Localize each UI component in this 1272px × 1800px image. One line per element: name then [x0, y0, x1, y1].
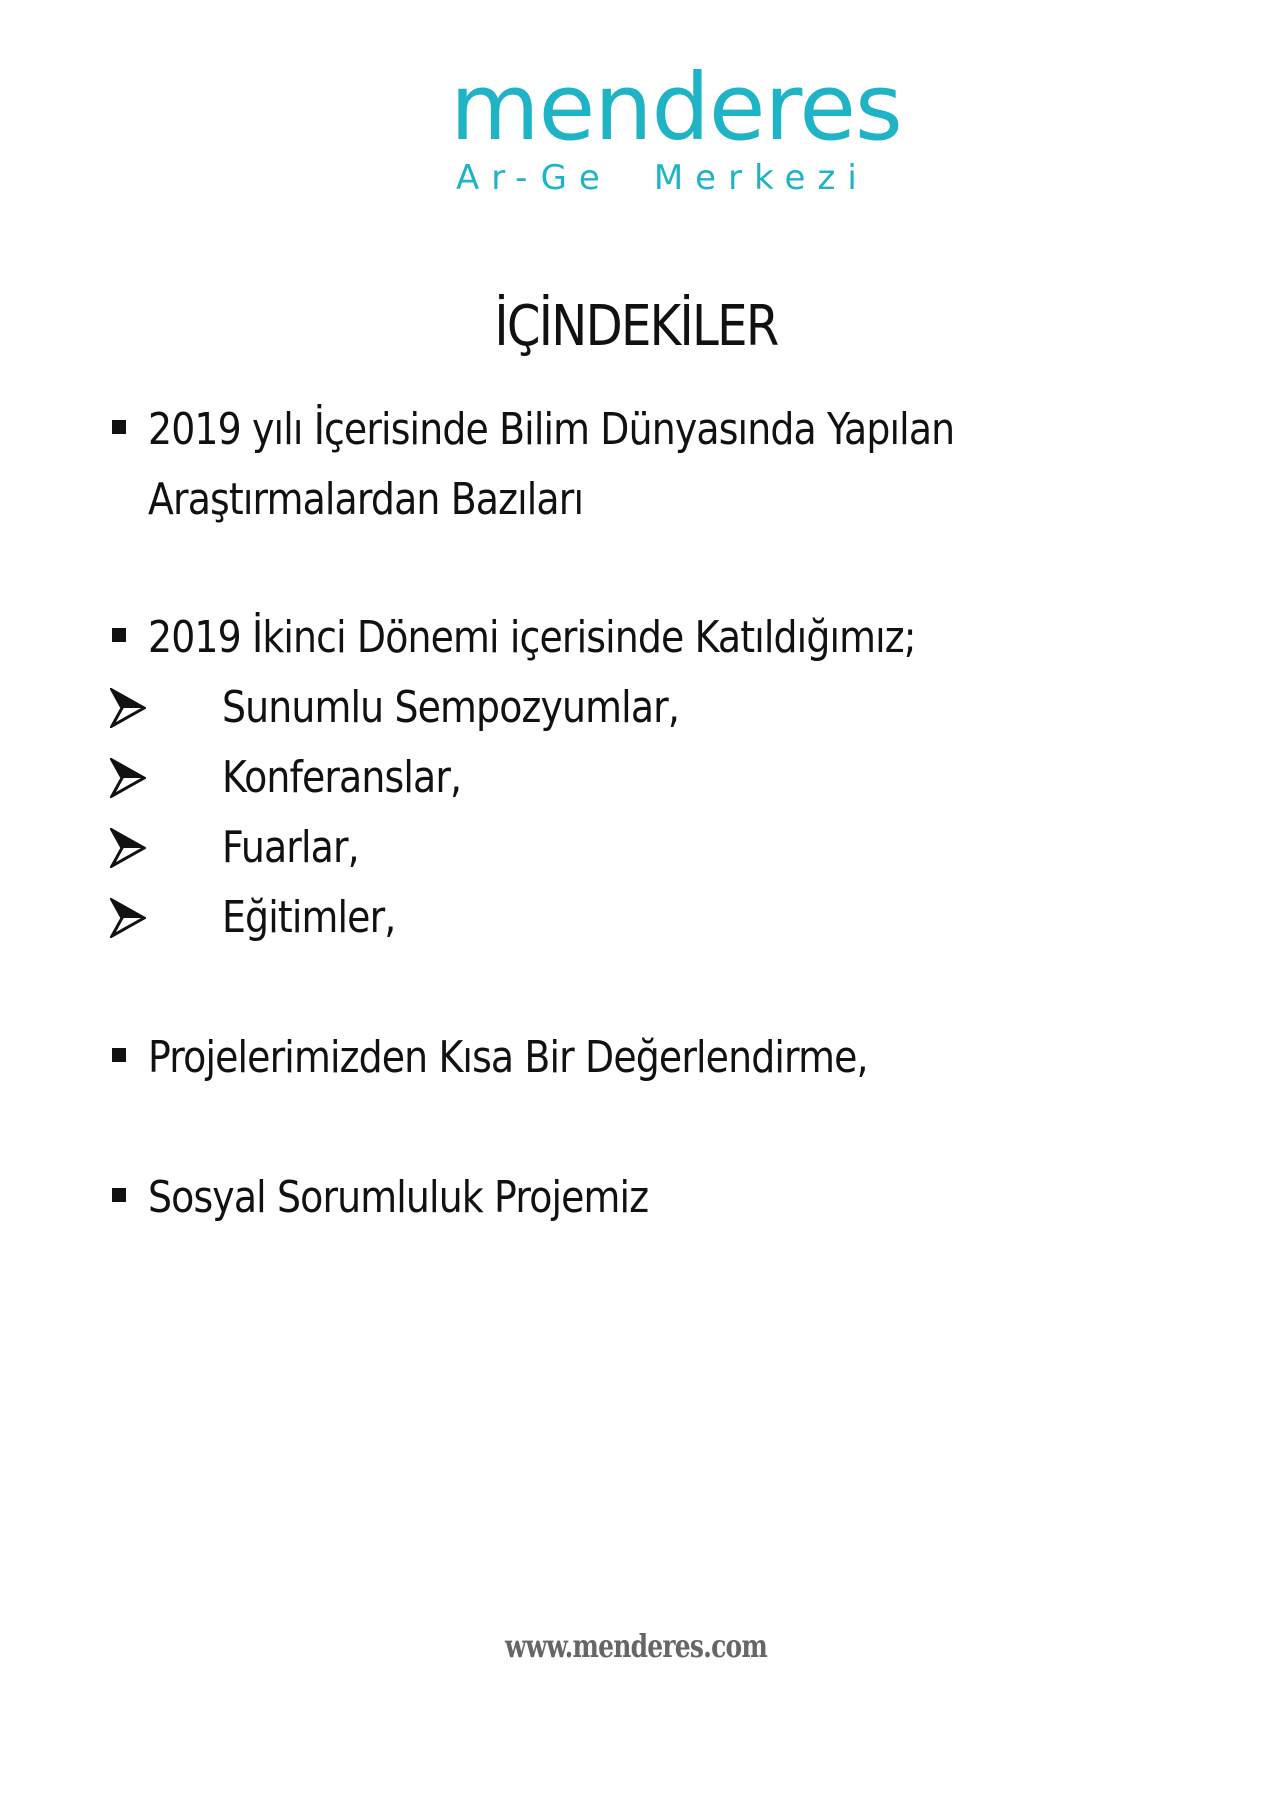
- logo-tagline-right: Merkezi: [653, 158, 869, 198]
- logo-tagline-left: Ar-Ge: [456, 158, 612, 198]
- toc-item-text: 2019 İkinci Dönemi içerisinde Katıldığımız;: [148, 612, 916, 663]
- toc-subitem-text: Eğitimler,: [222, 892, 396, 943]
- toc-item-text-continued: Araştırmalardan Bazıları: [148, 474, 584, 525]
- arrow-bullet-icon: [110, 898, 146, 938]
- toc-subitem-text: Konferanslar,: [222, 752, 462, 803]
- toc-subitem-text: Fuarlar,: [222, 822, 359, 873]
- toc-item-text: Projelerimizden Kısa Bir Değerlendirme,: [148, 1032, 868, 1083]
- logo-tagline: [456, 158, 911, 198]
- toc-subitem-text: Sunumlu Sempozyumlar,: [222, 682, 680, 733]
- toc-item-text: 2019 yılı İçerisinde Bilim Dünyasında Yapılan: [148, 404, 955, 455]
- square-bullet-icon: [112, 1048, 126, 1062]
- arrow-bullet-icon: [110, 688, 146, 728]
- footer-website: www.menderes.com: [505, 1627, 767, 1665]
- square-bullet-icon: [112, 1188, 126, 1202]
- square-bullet-icon: [112, 628, 126, 642]
- arrow-bullet-icon: [110, 758, 146, 798]
- page-title: İÇİNDEKİLER: [494, 294, 778, 359]
- square-bullet-icon: [112, 420, 126, 434]
- logo-wordmark: menderes: [450, 54, 902, 161]
- brand-logo: [450, 54, 902, 198]
- arrow-bullet-icon: [110, 828, 146, 868]
- toc-item-text: Sosyal Sorumluluk Projemiz: [148, 1172, 649, 1223]
